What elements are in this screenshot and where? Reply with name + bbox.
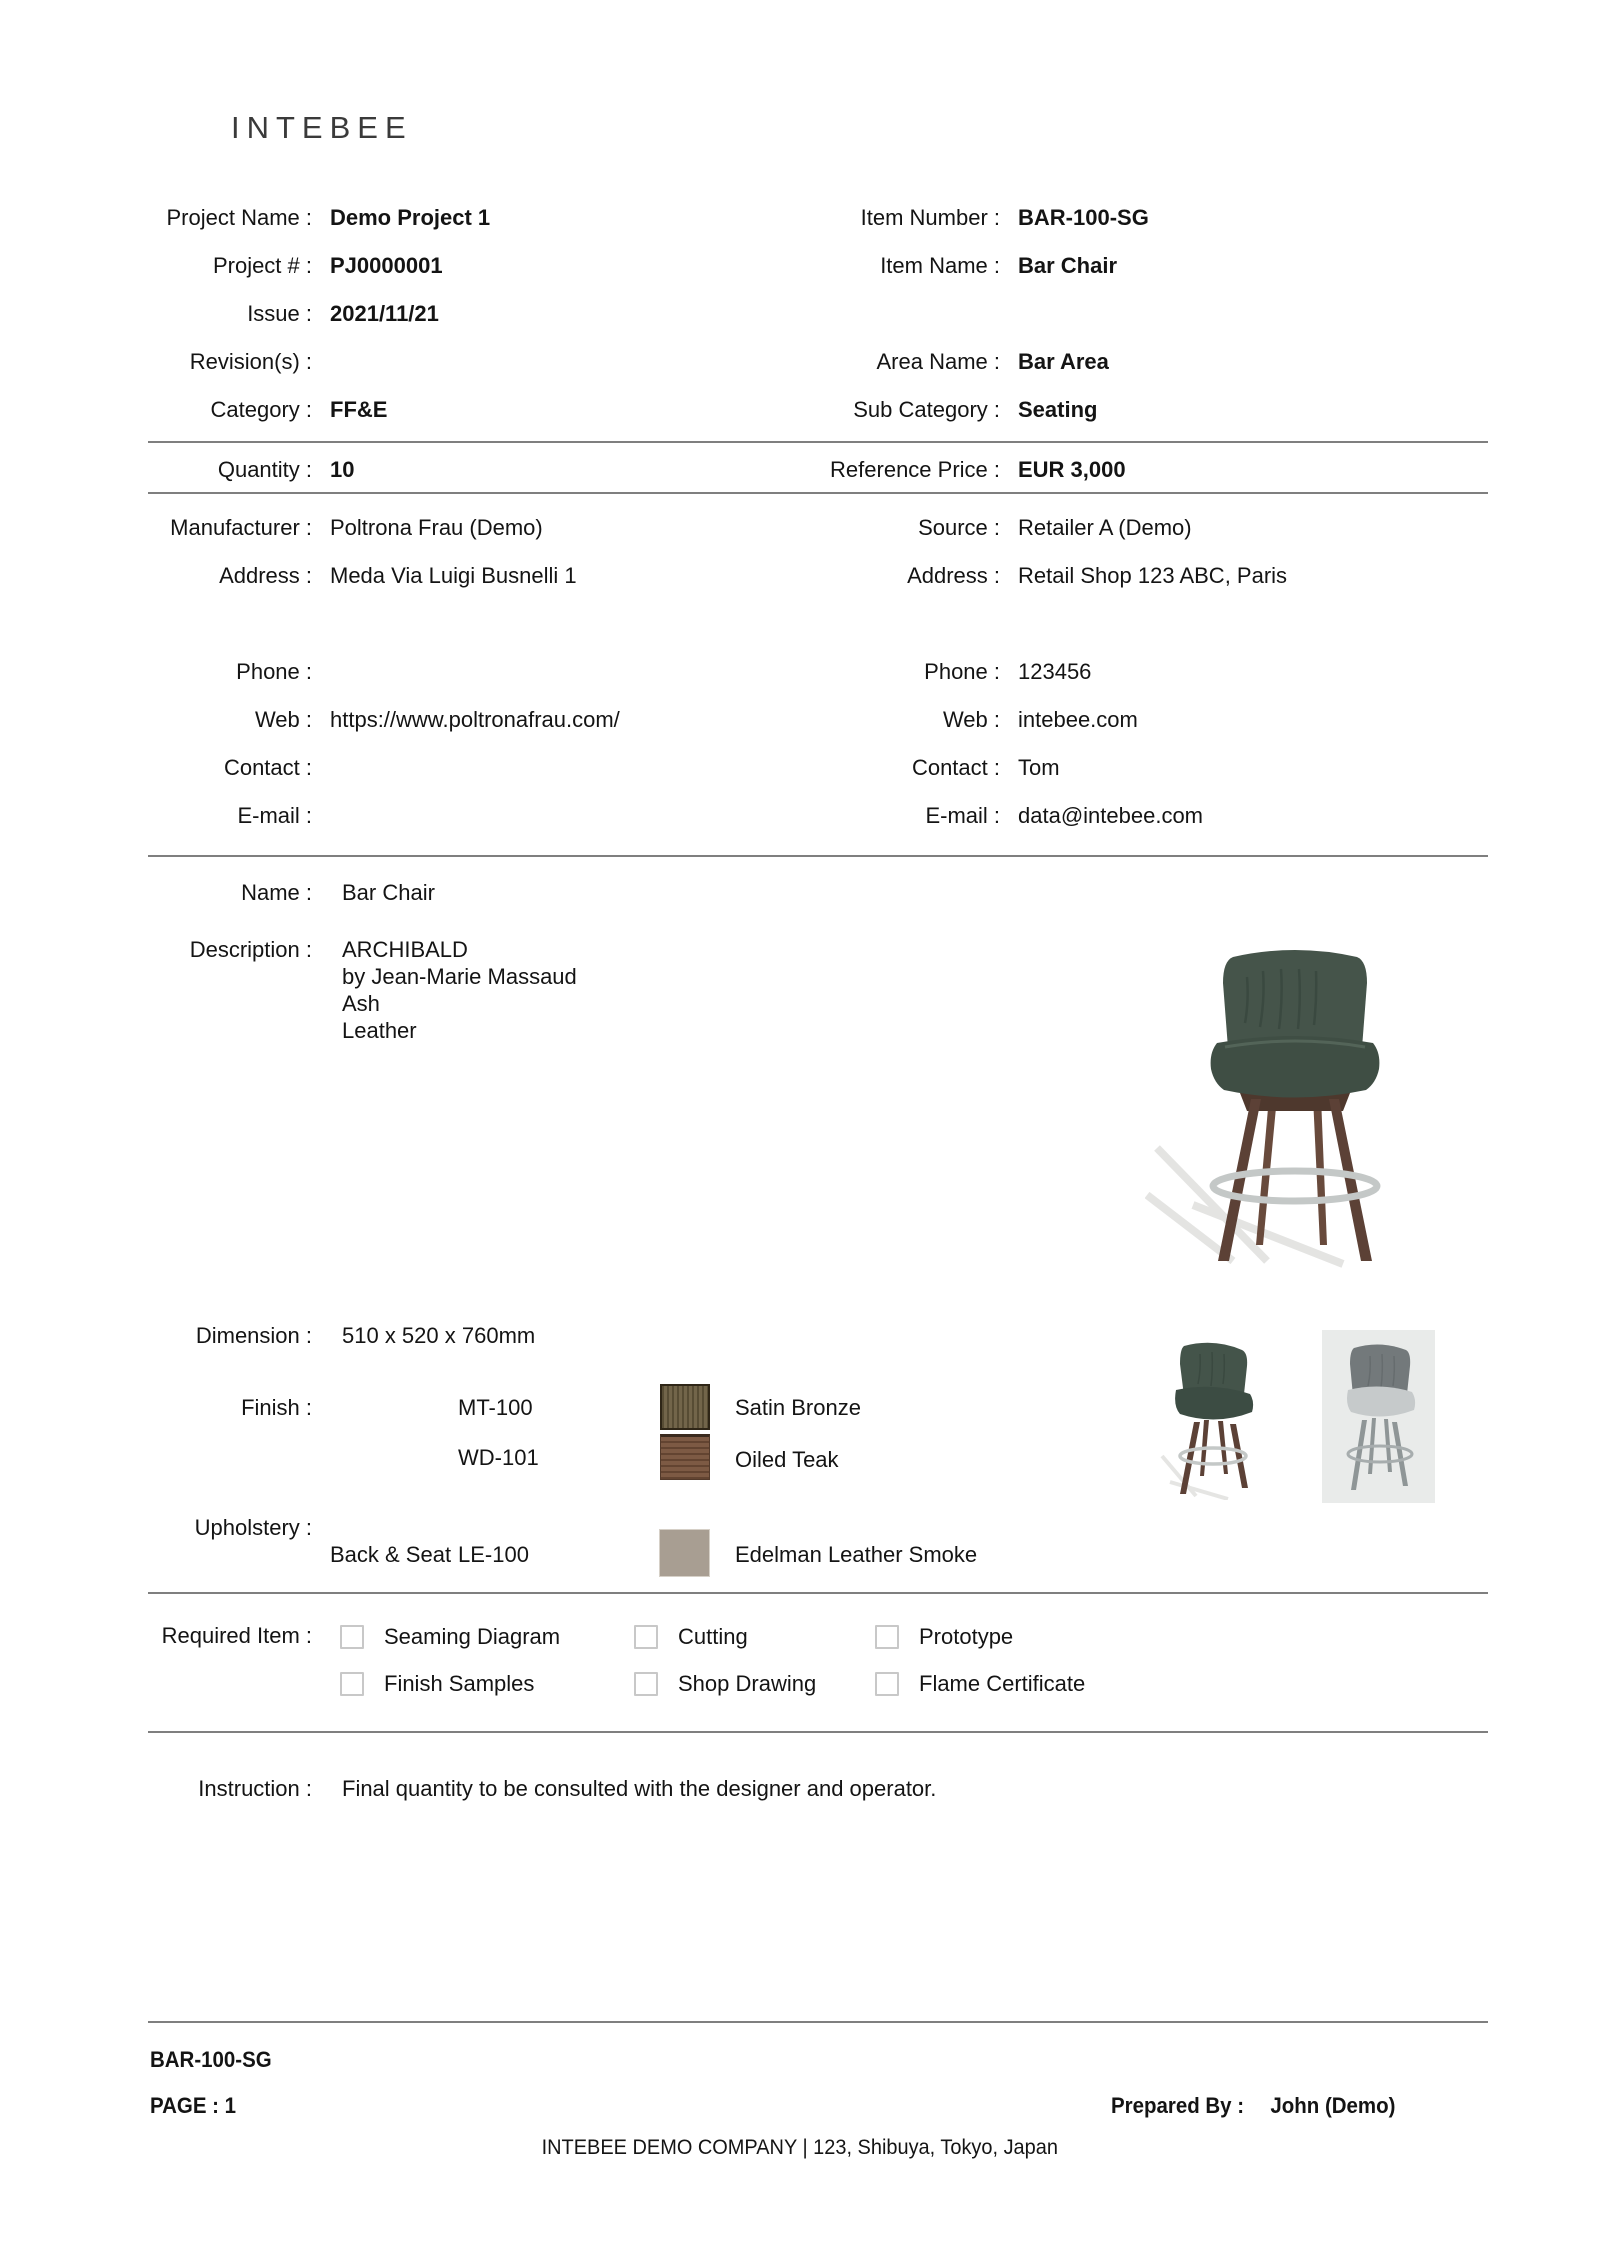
divider (148, 1592, 1488, 1594)
field-value: PJ0000001 (330, 253, 443, 278)
field-item-number (600, 204, 1149, 232)
checkbox-flame-certificate[interactable] (875, 1672, 899, 1696)
field-name (0, 879, 435, 907)
field-value: 510 x 520 x 760mm (342, 1323, 536, 1348)
field-label: Phone : (236, 659, 312, 684)
footer-company-text: INTEBEE DEMO COMPANY | 123, Shibuya, Tokyo, Japan (541, 2136, 1059, 2159)
finish-swatch-oiled-teak (660, 1434, 710, 1480)
field-label: Address : (907, 563, 1000, 588)
field-value: FF&E (330, 397, 388, 422)
product-thumb-sketch (1322, 1330, 1435, 1503)
field-project-name (0, 204, 490, 232)
required-item-flame-certificate (875, 1671, 1085, 1697)
field-quantity (0, 456, 354, 484)
footer-item-number-text: BAR-100-SG (150, 2047, 272, 2072)
checkbox-label: Prototype (919, 1624, 1014, 1649)
field-value: 10 (330, 457, 355, 482)
field-label: Quantity : (217, 457, 312, 482)
field-manufacturer-contact (0, 754, 330, 782)
field-area-name (600, 348, 1109, 376)
field-label: Issue : (247, 301, 312, 326)
field-value: https://www.poltronafrau.com/ (330, 707, 620, 732)
upholstery-name: Edelman Leather Smoke (735, 1542, 978, 1567)
finish-name: Satin Bronze (735, 1395, 861, 1420)
finish-name: Oiled Teak (735, 1447, 839, 1472)
field-value: 123456 (1018, 659, 1092, 684)
field-value: EUR 3,000 (1018, 457, 1126, 482)
field-sub-category (600, 396, 1097, 424)
finish-code: MT-100 (458, 1395, 533, 1420)
description-line: Ash (342, 991, 380, 1016)
description-text (342, 936, 577, 1044)
divider (148, 492, 1488, 494)
field-label: Dimension : (195, 1323, 312, 1348)
field-label: Contact : (911, 755, 1000, 780)
field-label: E-mail : (925, 803, 1000, 828)
checkbox-cutting[interactable] (634, 1625, 658, 1649)
required-item-shop-drawing (634, 1671, 816, 1697)
field-value: Bar Chair (342, 880, 435, 905)
field-value: Poltrona Frau (Demo) (330, 515, 543, 540)
brand-logo: INTEBEE (231, 110, 413, 145)
finish-swatch-satin-bronze (660, 1384, 710, 1430)
field-label: Sub Category : (853, 397, 1000, 422)
field-label: Web : (942, 707, 1000, 732)
footer-page-text: PAGE : 1 (150, 2093, 237, 2118)
field-label: Manufacturer : (170, 515, 312, 540)
checkbox-prototype[interactable] (875, 1625, 899, 1649)
field-label: Source : (918, 515, 1000, 540)
field-issue-date (0, 300, 439, 328)
field-category (0, 396, 387, 424)
checkbox-label: Shop Drawing (678, 1671, 817, 1696)
field-value: 2021/11/21 (330, 301, 439, 326)
footer-page-number (150, 2092, 243, 2120)
upholstery-swatch-leather-smoke (659, 1529, 710, 1577)
field-value: Final quantity to be consulted with the designer and operator. (342, 1776, 937, 1801)
field-label: Description : (189, 937, 312, 962)
field-manufacturer-phone (0, 658, 330, 686)
required-item-cutting (634, 1624, 748, 1650)
field-value: Retail Shop 123 ABC, Paris (1018, 563, 1288, 588)
field-label: Project # : (212, 253, 312, 278)
checkbox-label: Finish Samples (384, 1671, 535, 1696)
field-project-number (0, 252, 443, 280)
finish-code: WD-101 (458, 1445, 539, 1470)
checkbox-label: Flame Certificate (919, 1671, 1086, 1696)
divider (148, 441, 1488, 443)
field-label: Required Item : (161, 1623, 312, 1648)
field-label: Area Name : (876, 349, 1000, 374)
field-value: BAR-100-SG (1018, 205, 1149, 230)
field-source-phone (600, 658, 1091, 686)
footer-item-number (150, 2046, 281, 2074)
field-value: data@intebee.com (1018, 803, 1204, 828)
field-source-email (600, 802, 1203, 830)
field-manufacturer-email (0, 802, 330, 830)
field-label: Web : (254, 707, 312, 732)
prepared-by-value: John (Demo) (1269, 2093, 1395, 2118)
required-item-prototype (875, 1624, 1013, 1650)
thumb-seat-cushion (1175, 1387, 1253, 1420)
field-label: Phone : (924, 659, 1000, 684)
product-photo-main (1145, 943, 1400, 1268)
field-label: Contact : (223, 755, 312, 780)
description-line: Leather (342, 1018, 417, 1043)
field-source-contact (600, 754, 1060, 782)
required-item-seaming-diagram (340, 1624, 560, 1650)
field-source-address (600, 562, 1287, 590)
field-label: Instruction : (198, 1776, 312, 1801)
field-manufacturer-web (0, 706, 620, 734)
field-value: Demo Project 1 (330, 205, 491, 230)
field-label: Item Name : (880, 253, 1000, 278)
divider (148, 1731, 1488, 1733)
field-manufacturer (0, 514, 543, 542)
field-instruction (0, 1775, 936, 1803)
field-label: Name : (241, 880, 312, 905)
field-value: Retailer A (Demo) (1018, 515, 1192, 540)
field-dimension (0, 1322, 535, 1350)
field-source-web (600, 706, 1138, 734)
required-item-finish-samples (340, 1671, 534, 1697)
field-value: Tom (1018, 755, 1060, 780)
footer-company-line (0, 2136, 1600, 2160)
checkbox-seaming-diagram[interactable] (340, 1625, 364, 1649)
field-label: E-mail : (237, 803, 312, 828)
field-label: Finish : (241, 1395, 312, 1420)
prepared-by-label: Prepared By : (1111, 2093, 1245, 2118)
upholstery-part: Back & Seat (330, 1542, 452, 1567)
field-value: Seating (1018, 397, 1098, 422)
thumb-legs (1180, 1420, 1248, 1494)
upholstery-code: LE-100 (458, 1542, 529, 1567)
field-finish-label (0, 1394, 312, 1422)
field-revisions (0, 348, 330, 376)
product-thumb-green (1156, 1336, 1261, 1500)
footer-prepared-by (1101, 2092, 1395, 2120)
description-line: by Jean-Marie Massaud (342, 964, 577, 989)
field-description-label (0, 936, 312, 964)
checkbox-shop-drawing[interactable] (634, 1672, 658, 1696)
field-required-item-label (0, 1622, 312, 1650)
checkbox-finish-samples[interactable] (340, 1672, 364, 1696)
field-label: Category : (210, 397, 312, 422)
checkbox-label: Cutting (678, 1624, 748, 1649)
field-label: Revision(s) : (189, 349, 312, 374)
field-value: intebee.com (1018, 707, 1138, 732)
field-value: Meda Via Luigi Busnelli 1 (330, 563, 577, 588)
field-reference-price (600, 456, 1126, 484)
field-label: Upholstery : (194, 1515, 312, 1540)
field-label: Reference Price : (830, 457, 1000, 482)
divider (148, 2021, 1488, 2023)
field-manufacturer-address (0, 562, 577, 590)
field-value: Bar Chair (1018, 253, 1118, 278)
field-source (600, 514, 1192, 542)
sketch-seat-cushion (1347, 1386, 1415, 1416)
checkbox-label: Seaming Diagram (384, 1624, 561, 1649)
field-label: Address : (219, 563, 312, 588)
field-upholstery-label (0, 1514, 312, 1542)
field-label: Item Number : (860, 205, 1000, 230)
field-value: Bar Area (1018, 349, 1109, 374)
field-item-name (600, 252, 1117, 280)
divider (148, 855, 1488, 857)
field-label: Project Name : (166, 205, 312, 230)
description-line: ARCHIBALD (342, 937, 468, 962)
